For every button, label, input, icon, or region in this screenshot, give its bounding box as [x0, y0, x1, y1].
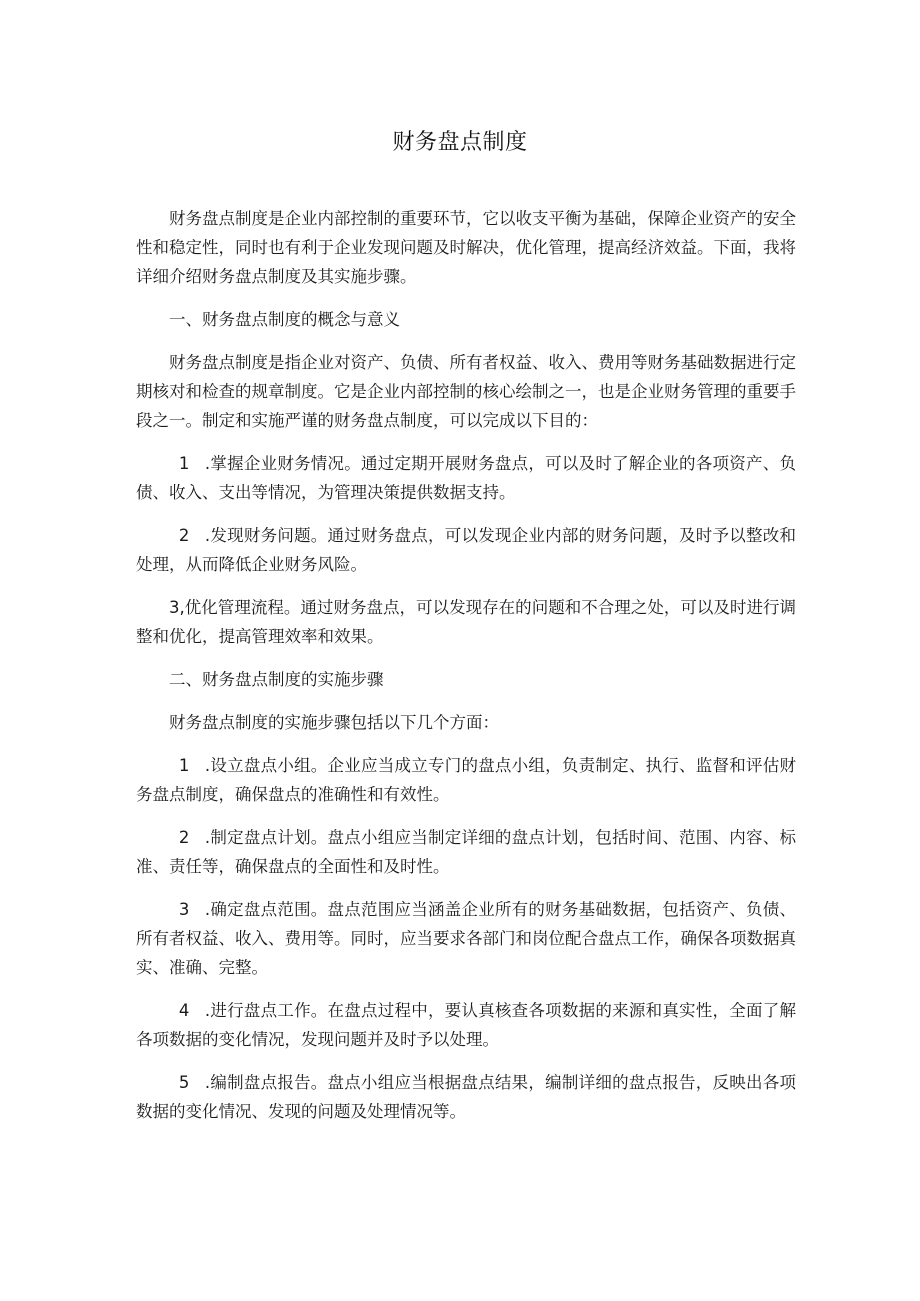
item-text: .编制盘点报告。盘点小组应当根据盘点结果，编制详细的盘点报告，反映出各项数据的变化情况、发现的问题及处理情况等。 — [136, 1073, 796, 1121]
item-number: 3 — [178, 900, 190, 919]
item-number: 1 — [178, 756, 190, 775]
page-title: 财务盘点制度 — [392, 130, 528, 155]
section-2-item-3 — [136, 895, 796, 982]
section-2-item-4 — [136, 996, 796, 1054]
item-text: .进行盘点工作。在盘点过程中，要认真核查各项数据的来源和真实性，全面了解各项数据的变化情况，发现问题并及时予以处理。 — [136, 1001, 796, 1049]
section-2-body: 财务盘点制度的实施步骤包括以下几个方面： — [169, 713, 499, 732]
section-2-item-2 — [136, 823, 796, 881]
section-2-item-5 — [136, 1068, 796, 1126]
item-number: 5 — [178, 1073, 190, 1092]
item-text: .发现财务问题。通过财务盘点，可以发现企业内部的财务问题，及时予以整改和处理，从而降低企业财务风险。 — [136, 526, 796, 574]
section-1-item-1 — [136, 449, 796, 507]
section-1-item-2 — [136, 521, 796, 579]
item-number: 1 — [178, 454, 190, 473]
item-text: .设立盘点小组。企业应当成立专门的盘点小组，负责制定、执行、监督和评估财务盘点制度，确保盘点的准确性和有效性。 — [136, 756, 796, 804]
section-1-item-3: 3,优化管理流程。通过财务盘点，可以发现存在的问题和不合理之处，可以及时进行调整和优化，提高管理效率和效果。 — [136, 598, 796, 646]
item-number: 2 — [178, 526, 190, 545]
item-text: .掌握企业财务情况。通过定期开展财务盘点，可以及时了解企业的各项资产、负债、收入、支出等情况，为管理决策提供数据支持。 — [136, 454, 796, 502]
item-text: .制定盘点计划。盘点小组应当制定详细的盘点计划，包括时间、范围、内容、标准、责任等，确保盘点的全面性和及时性。 — [136, 828, 796, 876]
section-2-heading: 二、财务盘点制度的实施步骤 — [169, 670, 384, 689]
item-text: .确定盘点范围。盘点范围应当涵盖企业所有的财务基础数据，包括资产、负债、所有者权益、收入、费用等。同时，应当要求各部门和岗位配合盘点工作，确保各项数据真实、准确、完整。 — [136, 900, 796, 977]
section-1-heading: 一、财务盘点制度的概念与意义 — [169, 310, 400, 329]
item-number: 4 — [178, 1001, 190, 1020]
section-1-body: 财务盘点制度是指企业对资产、负债、所有者权益、收入、费用等财务基础数据进行定期核对和检查的规章制度。它是企业内部控制的核心绘制之一，也是企业财务管理的重要手段之一。制定和实施严谨的财务盘点制度，可以完成以下目的： — [136, 353, 796, 430]
section-2-item-1 — [136, 751, 796, 809]
item-number: 2 — [178, 828, 190, 847]
intro-paragraph: 财务盘点制度是企业内部控制的重要环节，它以收支平衡为基础，保障企业资产的安全性和稳定性，同时也有利于企业发现问题及时解决，优化管理，提高经济效益。下面，我将详细介绍财务盘点制度及其实施步骤。 — [136, 209, 796, 286]
document-body — [136, 204, 796, 1140]
